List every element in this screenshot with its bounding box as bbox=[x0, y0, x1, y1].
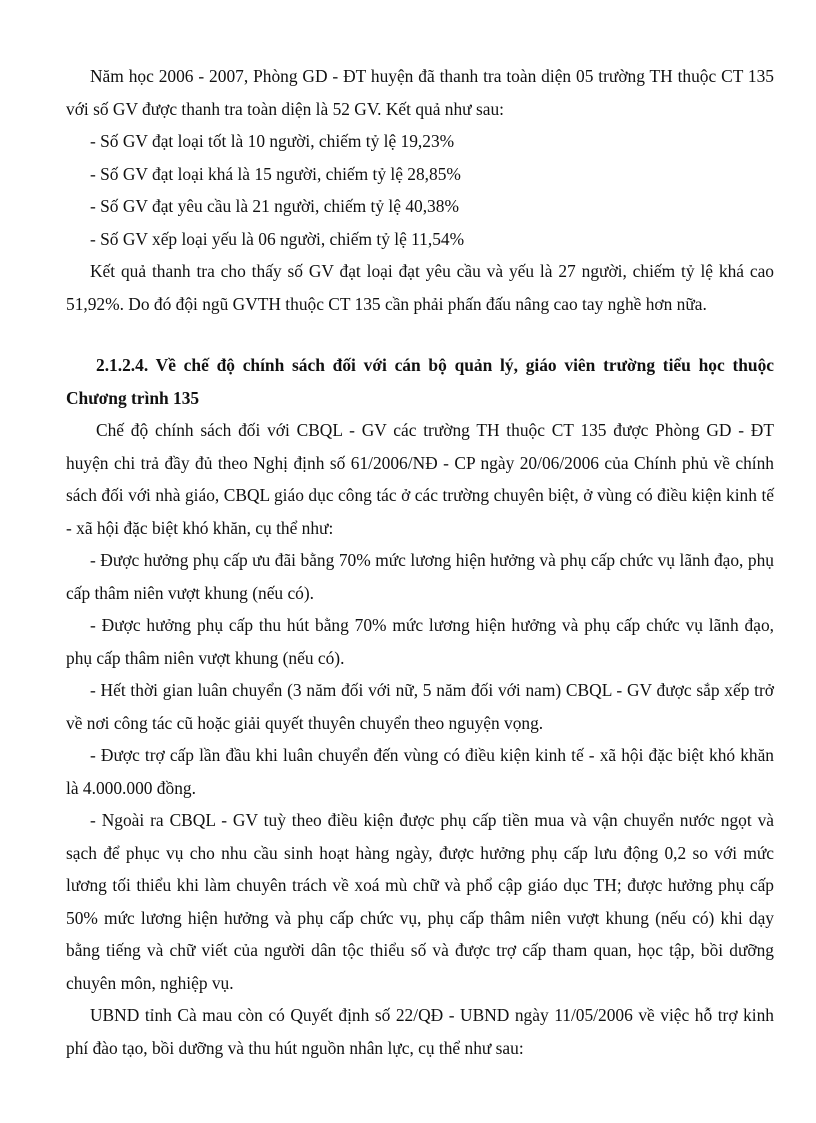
result-item: - Số GV đạt yêu cầu là 21 người, chiếm tỷ lệ 40,38% bbox=[90, 196, 459, 216]
policy-item: - Được hưởng phụ cấp ưu đãi bằng 70% mức lương hiện hưởng và phụ cấp chức vụ lãnh đạo, phụ cấp thâm niên vượt khung (nếu có). bbox=[66, 550, 774, 603]
intro-paragraph: Năm học 2006 - 2007, Phòng GD - ĐT huyện đã thanh tra toàn diện 05 trường TH thuộc CT 135 với số GV được thanh tra toàn diện là 52 GV. Kết quả như sau: bbox=[66, 66, 774, 119]
decision-paragraph: UBND tỉnh Cà mau còn có Quyết định số 22/QĐ - UBND ngày 11/05/2006 về việc hỗ trợ kinh phí đào tạo, bồi dưỡng và thu hút nguồn nhân lực, cụ thể như sau: bbox=[66, 1005, 774, 1058]
section-spacer bbox=[66, 320, 774, 349]
policy-item: - Ngoài ra CBQL - GV tuỳ theo điều kiện được phụ cấp tiền mua và vận chuyển nước ngọt và sạch để phục vụ cho nhu cầu sinh hoạt hàng ngày, được hưởng phụ cấp lưu động 0,2 so với mức lương tối thiểu khi làm chuyên trách về xoá mù chữ và phổ cập giáo dục TH; được hưởng phụ cấp 50% mức lương hiện hưởng và phụ cấp chức vụ, phụ cấp thâm niên vượt khung (nếu có) khi dạy bằng tiếng và chữ viết của người dân tộc thiểu số và được trợ cấp tham quan, học tập, bồi dưỡng chuyên môn, nghiệp vụ. bbox=[66, 810, 774, 993]
document-page bbox=[66, 60, 774, 1064]
result-item: - Số GV đạt loại khá là 15 người, chiếm tỷ lệ 28,85% bbox=[90, 163, 461, 184]
section-heading: 2.1.2.4. Về chế độ chính sách đối với cán bộ quản lý, giáo viên trường tiểu học thuộc Chương trình 135 bbox=[66, 355, 774, 408]
result-item: - Số GV đạt loại tốt là 10 người, chiếm tỷ lệ 19,23% bbox=[90, 131, 455, 151]
conclusion-paragraph: Kết quả thanh tra cho thấy số GV đạt loại đạt yêu cầu và yếu là 27 người, chiếm tỷ lệ khá cao 51,92%. Do đó đội ngũ GVTH thuộc CT 135 cần phải phấn đấu nâng cao tay nghề hơn nữa. bbox=[66, 261, 774, 314]
policy-item: - Hết thời gian luân chuyển (3 năm đối với nữ, 5 năm đối với nam) CBQL - GV được sắp xếp trở về nơi công tác cũ hoặc giải quyết thuyên chuyển theo nguyện vọng. bbox=[66, 680, 774, 733]
policy-intro-paragraph: Chế độ chính sách đối với CBQL - GV các trường TH thuộc CT 135 được Phòng GD - ĐT huyện chi trả đầy đủ theo Nghị định số 61/2006/NĐ - CP ngày 20/06/2006 của Chính phủ về chính sách đối với nhà giáo, CBQL giáo dục công tác ở các trường chuyên biệt, ở vùng có điều kiện kinh tế - xã hội đặc biệt khó khăn, cụ thể như: bbox=[66, 420, 774, 538]
policy-item: - Được hưởng phụ cấp thu hút bằng 70% mức lương hiện hưởng và phụ cấp chức vụ lãnh đạo, phụ cấp thâm niên vượt khung (nếu có). bbox=[66, 615, 774, 668]
policy-item: - Được trợ cấp lần đầu khi luân chuyển đến vùng có điều kiện kinh tế - xã hội đặc biệt khó khăn là 4.000.000 đồng. bbox=[66, 745, 774, 798]
result-item: - Số GV xếp loại yếu là 06 người, chiếm tỷ lệ 11,54% bbox=[90, 228, 465, 249]
